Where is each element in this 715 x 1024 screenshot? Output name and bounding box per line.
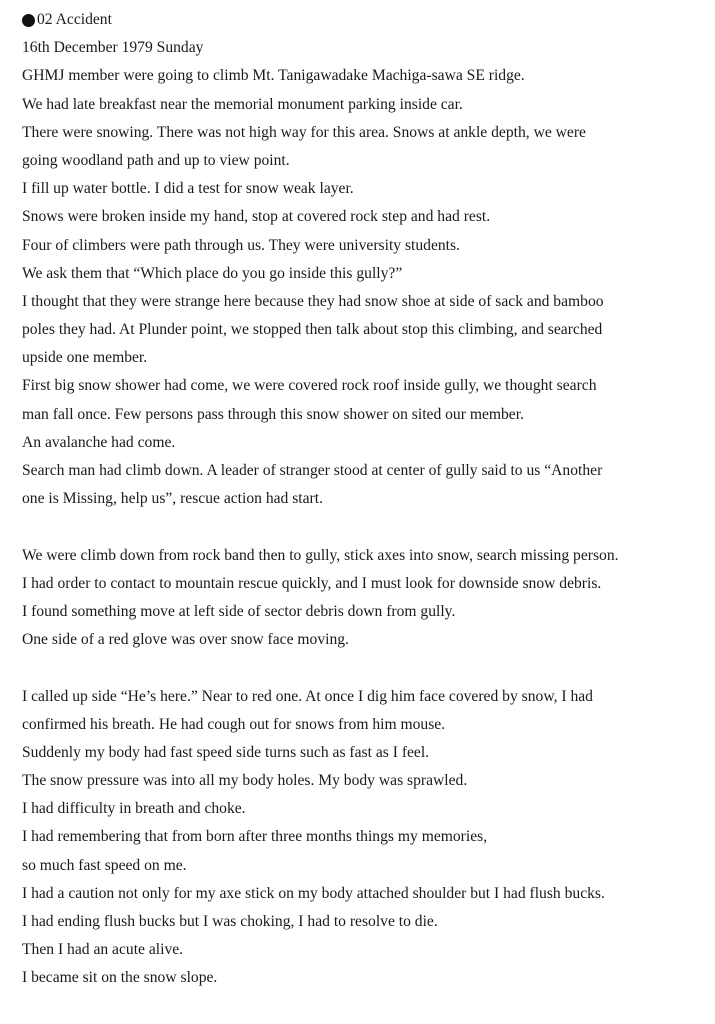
text-line: I had remembering that from born after three months things my memories, bbox=[22, 828, 488, 846]
text-line: so much fast speed on me. bbox=[22, 856, 187, 874]
text-line: going woodland path and up to view point. bbox=[22, 151, 290, 169]
text-line: I had difficulty in breath and choke. bbox=[22, 800, 246, 818]
bullet-icon bbox=[22, 14, 35, 27]
title-text: 02 Accident bbox=[37, 11, 112, 28]
text-line: The snow pressure was into all my body holes. My body was sprawled. bbox=[22, 772, 468, 790]
text-line: Four of climbers were path through us. They were university students. bbox=[22, 236, 460, 254]
text-line: I had order to contact to mountain rescue quickly, and I must look for downside snow debris. bbox=[22, 574, 602, 592]
document-title bbox=[22, 6, 712, 34]
text-line: We had late breakfast near the memorial monument parking inside car. bbox=[22, 95, 463, 113]
text-line: I fill up water bottle. I did a test for snow weak layer. bbox=[22, 180, 354, 198]
text-line: There were snowing. There was not high way for this area. Snows at ankle depth, we were bbox=[22, 123, 586, 141]
text-line: One side of a red glove was over snow face moving. bbox=[22, 631, 349, 649]
text-line: Then I had an acute alive. bbox=[22, 941, 184, 959]
text-line: man fall once. Few persons pass through this snow shower on sited our member. bbox=[22, 405, 524, 423]
text-line: Snows were broken inside my hand, stop at covered rock step and had rest. bbox=[22, 208, 491, 226]
text-line: I had ending flush bucks but I was choking, I had to resolve to die. bbox=[22, 913, 438, 930]
text-line: upside one member. bbox=[22, 349, 148, 367]
text-line: confirmed his breath. He had cough out for snows from him mouse. bbox=[22, 715, 446, 733]
text-line: We ask them that “Which place do you go inside this gully?” bbox=[22, 264, 403, 282]
text-line: Suddenly my body had fast speed side turns such as fast as I feel. bbox=[22, 743, 430, 761]
paragraph-2 bbox=[22, 542, 712, 655]
text-line: I thought that they were strange here because they had snow shoe at side of sack and bamboo bbox=[22, 292, 604, 310]
text-line: I had a caution not only for my axe stick on my body attached shoulder but I had flush bucks. bbox=[22, 884, 605, 902]
text-line: I became sit on the snow slope. bbox=[22, 969, 218, 987]
text-line: We were climb down from rock band then to gully, stick axes into snow, search missing person. bbox=[22, 546, 619, 564]
paragraph-spacer bbox=[22, 513, 712, 541]
document-body bbox=[22, 6, 712, 993]
text-line: poles they had. At Plunder point, we stopped then talk about stop this climbing, and searched bbox=[22, 321, 603, 339]
paragraph-3 bbox=[22, 683, 712, 993]
text-line: First big snow shower had come, we were covered rock roof inside gully, we thought search bbox=[22, 377, 597, 395]
text-line: I called up side “He’s here.” Near to red one. At once I dig him face covered by snow, I had bbox=[22, 687, 593, 705]
text-line: one is Missing, help us”, rescue action had start. bbox=[22, 490, 323, 508]
document-date: 16th December 1979 Sunday bbox=[22, 39, 204, 57]
text-line: I found something move at left side of sector debris down from gully. bbox=[22, 602, 456, 620]
paragraph-spacer bbox=[22, 654, 712, 682]
text-line: An avalanche had come. bbox=[22, 433, 176, 451]
paragraph-1 bbox=[22, 62, 712, 513]
text-line: GHMJ member were going to climb Mt. Tanigawadake Machiga-sawa SE ridge. bbox=[22, 67, 525, 85]
text-line: Search man had climb down. A leader of stranger stood at center of gully said to us “Another bbox=[22, 462, 603, 479]
